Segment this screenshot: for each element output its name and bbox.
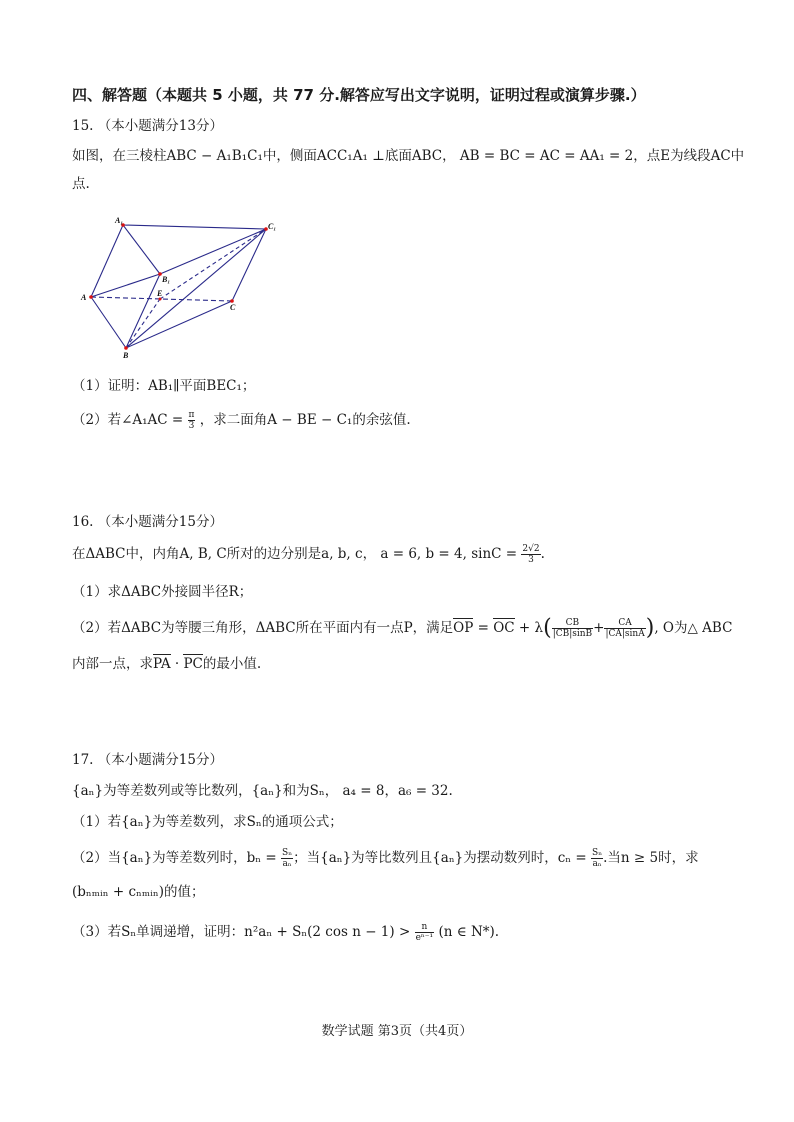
q16-part2-line1: （2）若ΔABC为等腰三角形，ΔABC所在平面内有一点P，满足OP = OC + λ( $\frac{CB}{|CB|\sin B}$ + $\frac{CA}{|CA|\sin A}$ ), O为△ ABC (72, 615, 733, 641)
label-b1: B₁ (162, 275, 171, 284)
label-a1: A₁ (115, 216, 124, 225)
label-c: C (230, 303, 236, 312)
section-title: 四、解答题（本题共 5 小题，共 77 分.解答应写出文字说明，证明过程或演算步骤.） (72, 86, 646, 104)
label-c1: C₁ (268, 222, 277, 231)
page-footer: 数学试题 第3页（共4页） (321, 1024, 473, 1039)
label-a: A (81, 293, 87, 302)
label-b: B (123, 351, 129, 360)
q16-stem: 在ΔABC中，内角A, B, C所对的边分别是a, b, c， a = 6, b = 4, sinC = $\frac{2√2}{3}$ . (72, 544, 545, 565)
q17-part3: （3）若Sₙ单调递增，证明：n²aₙ + Sₙ(2 cos n − 1) > $\frac{n}{\text{eⁿ⁻¹}}$ (n ∈ N*). (72, 922, 500, 943)
q15-stem-line1: 如图，在三棱柱ABC − A₁B₁C₁中，侧面ACC₁A₁ ⊥底面ABC， AB = BC = AC = AA₁ = 2，点E为线段AC中 (72, 148, 745, 164)
q17-part1: （1）若{aₙ}为等差数列，求Sₙ的通项公式； (72, 814, 343, 830)
q15-part2: （2）若∠A₁AC = $\frac{\pi}{3}$ ，求二面角A − BE − C₁的余弦值. (72, 410, 411, 431)
edge-b-c1 (126, 229, 266, 348)
q16-header: 16. （本小题满分15分） (72, 514, 223, 530)
q16-part1: （1）求ΔABC外接圆半径R； (72, 584, 253, 600)
q15-stem-line2: 点. (72, 176, 90, 192)
edge-a1-a (91, 225, 123, 297)
q17-header: 17. （本小题满分15分） (72, 752, 223, 768)
edge-a1-b1 (123, 225, 160, 274)
edge-e-c1-dashed (160, 229, 266, 299)
edge-b1-b (126, 274, 163, 348)
q17-stem: {aₙ}为等差数列或等比数列，{aₙ}和为Sₙ， a₄ = 8，a₆ = 32. (72, 783, 453, 799)
edge-b1-c1 (160, 229, 266, 274)
edge-a1-c1 (123, 225, 266, 229)
edge-a-b1 (91, 274, 163, 298)
q15-part1: （1）证明：AB₁∥平面BEC₁； (72, 378, 256, 394)
q17-part2-line1: （2）当{aₙ}为等差数列时，bₙ = $\frac{\text{Sₙ}}{\text{aₙ}}$ ；当{aₙ}为等比数列且{aₙ}为摆动数列时，cₙ = $\frac{\text{Sₙ}}{\text{aₙ}}$ .当n ≥ 5时，求 (72, 848, 699, 869)
label-e: E (157, 289, 163, 298)
q17-part2-line2: (bₙₘᵢₙ + cₙₘᵢₙ)的值； (72, 884, 205, 900)
prism-figure (78, 212, 278, 362)
q15-header: 15. （本小题满分13分） (72, 118, 223, 134)
edge-a-b (91, 297, 126, 348)
q16-part2-line2: 内部一点，求PA · PC的最小值. (72, 656, 262, 672)
